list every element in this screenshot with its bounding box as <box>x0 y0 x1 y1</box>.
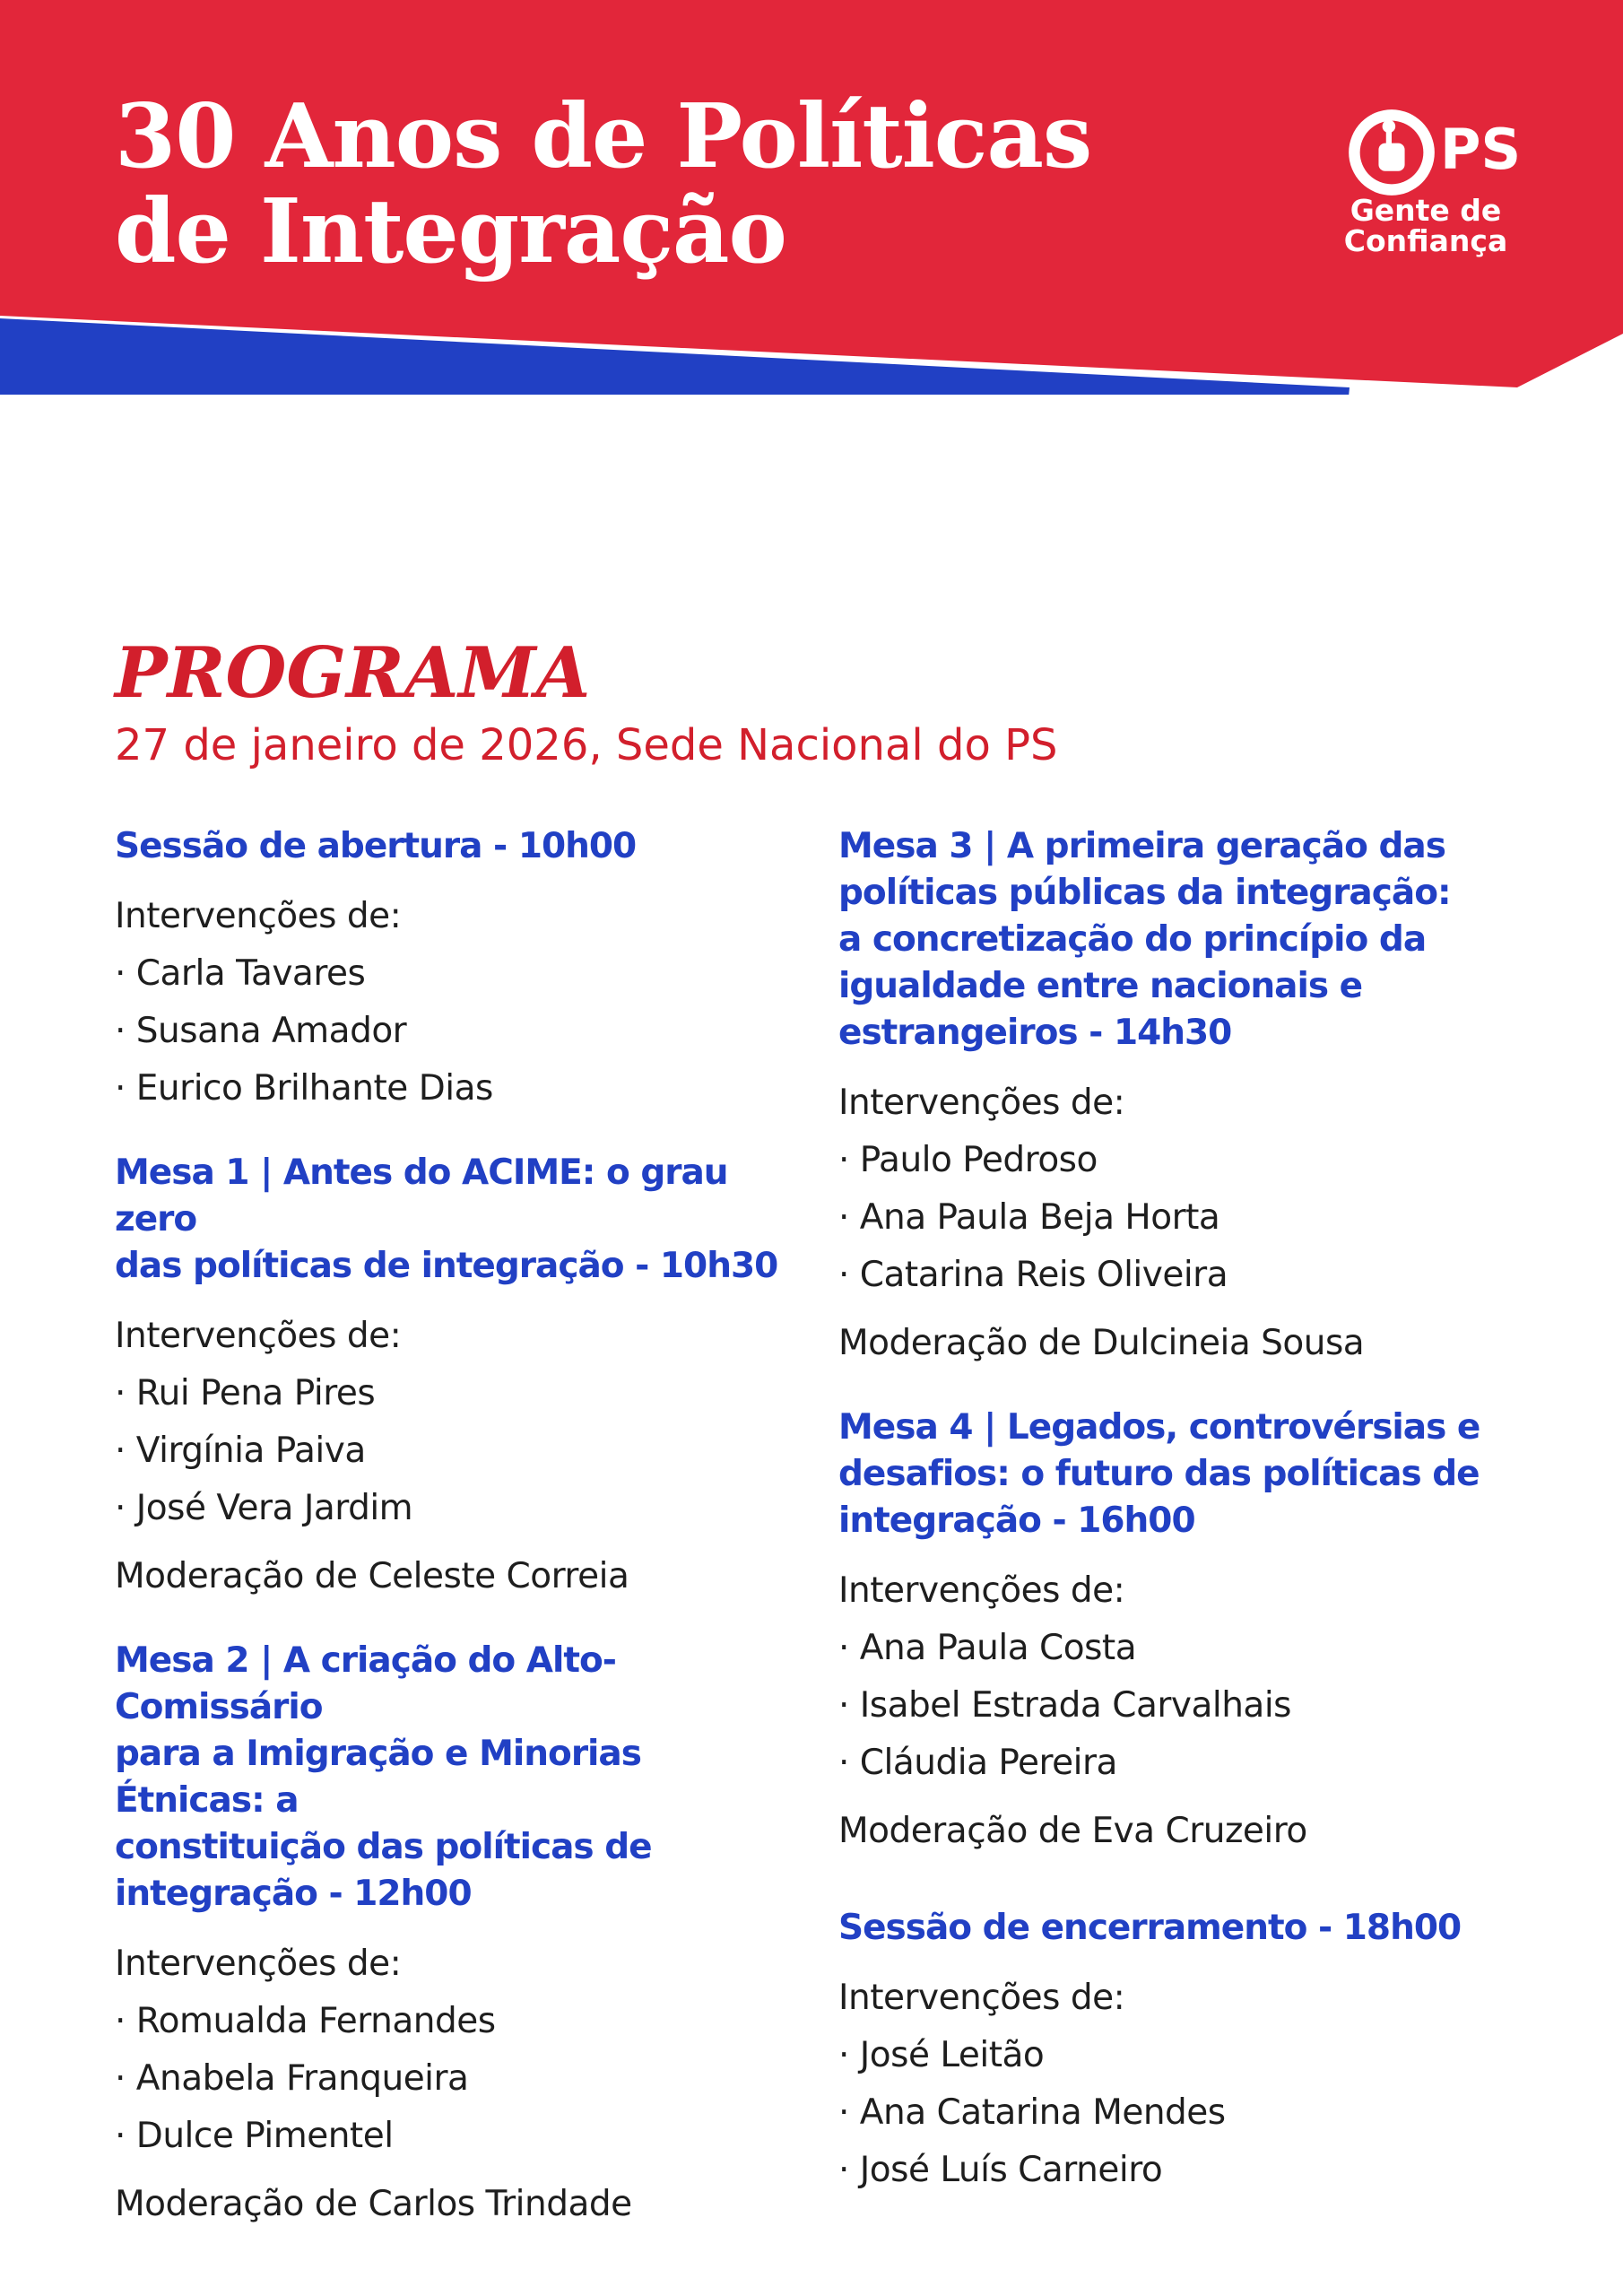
speakers-label: Intervenções de: <box>115 896 402 936</box>
speaker-item: · José Luís Carneiro <box>838 2150 1163 2190</box>
program-column-right <box>838 823 1556 2199</box>
session-title-line: Mesa 4 | Legados, controvérsias e <box>838 1407 1480 1448</box>
programa-heading: PROGRAMA <box>115 632 591 714</box>
session-title-line: Mesa 1 | Antes do ACIME: o grau zero <box>115 1152 728 1239</box>
speaker-item: · Virgínia Paiva <box>115 1431 366 1471</box>
speakers-label: Intervenções de: <box>838 1083 1125 1123</box>
logo-tagline <box>1336 193 1515 258</box>
moderator: Moderação de Carlos Trindade <box>115 2184 632 2224</box>
session-closing <box>838 1905 1556 2199</box>
speaker-list <box>115 1308 796 1605</box>
speakers-label: Intervenções de: <box>838 1978 1125 2018</box>
session-title-line: Mesa 3 | A primeira geração das <box>838 826 1445 866</box>
speaker-item: · Paulo Pedroso <box>838 1140 1098 1180</box>
session-title <box>115 1150 796 1290</box>
speaker-list <box>115 1935 796 2233</box>
session-title-line: Sessão de encerramento - 18h00 <box>838 1908 1462 1948</box>
speaker-item: · Ana Paula Beja Horta <box>838 1197 1220 1238</box>
program-column-left <box>115 823 796 2233</box>
speaker-item: · Anabela Franqueira <box>115 2058 469 2099</box>
event-subtitle-line-1: Colóquio comemorativo da criação do <box>115 393 933 443</box>
speaker-item: · Romualda Fernandes <box>115 2001 496 2041</box>
speaker-item: · Isabel Estrada Carvalhais <box>838 1685 1291 1726</box>
logo-text: PS <box>1440 117 1522 182</box>
session-title-line: políticas públicas da integração: <box>838 873 1451 913</box>
moderator: Moderação de Celeste Correia <box>115 1556 629 1596</box>
speaker-item: · Catarina Reis Oliveira <box>838 1255 1228 1295</box>
moderator: Moderação de Dulcineia Sousa <box>838 1323 1365 1363</box>
session-title <box>838 1405 1556 1544</box>
session-title-line: Mesa 2 | A criação do Alto-Comissário <box>115 1640 616 1727</box>
session-mesa-4 <box>838 1405 1556 1860</box>
session-title-line: estrangeiros - 14h30 <box>838 1013 1232 1053</box>
speaker-list <box>838 1074 1556 1372</box>
speaker-item: · Eurico Brilhante Dias <box>115 1068 493 1109</box>
session-title-line: a concretização do princípio da <box>838 919 1427 960</box>
speakers-label: Intervenções de: <box>838 1570 1125 1611</box>
session-opening <box>115 823 796 1118</box>
event-subtitle <box>115 391 1237 499</box>
session-title-line: integração - 12h00 <box>115 1874 472 1914</box>
speaker-item: · Ana Catarina Mendes <box>838 2092 1226 2133</box>
session-title <box>115 1638 796 1918</box>
session-title-line: das políticas de integração - 10h30 <box>115 1246 778 1286</box>
event-subtitle-line-2: Alto-Comissário para a Imigração e Minorias Étnicas <box>115 447 1237 497</box>
ps-logo <box>1336 99 1524 269</box>
moderator: Moderação de Eva Cruzeiro <box>838 1811 1307 1851</box>
logo-tagline-line-1: Gente de <box>1350 193 1502 228</box>
session-title <box>115 823 796 870</box>
session-mesa-2 <box>115 1638 796 2233</box>
session-title-line: desafios: o futuro das políticas de <box>838 1454 1480 1494</box>
session-title-line: igualdade entre nacionais e <box>838 966 1363 1006</box>
session-mesa-1 <box>115 1150 796 1605</box>
speaker-item: · Carla Tavares <box>115 953 366 994</box>
speaker-list <box>838 1562 1556 1860</box>
event-title-line-2: de Integração <box>115 180 786 283</box>
speaker-list <box>838 1970 1556 2199</box>
speakers-label: Intervenções de: <box>115 1316 402 1356</box>
speaker-item: · Ana Paula Costa <box>838 1628 1137 1668</box>
session-title <box>838 1905 1556 1952</box>
speaker-item: · Rui Pena Pires <box>115 1373 376 1413</box>
speaker-item: · Cláudia Pereira <box>838 1743 1117 1783</box>
session-title-line: para a Imigração e Minorias Étnicas: a <box>115 1734 641 1821</box>
logo-tagline-line-2: Confiança <box>1343 223 1508 258</box>
session-mesa-3 <box>838 823 1556 1372</box>
session-title-line: constituição das políticas de <box>115 1827 652 1867</box>
session-title <box>838 823 1556 1057</box>
event-title-line-1: 30 Anos de Políticas <box>115 85 1092 188</box>
fist-rose-emblem-icon <box>1345 106 1438 199</box>
speakers-label: Intervenções de: <box>115 1944 402 1984</box>
event-title <box>115 85 1092 283</box>
speaker-list <box>115 888 796 1118</box>
speaker-item: · Dulce Pimentel <box>115 2116 394 2156</box>
speaker-item: · Susana Amador <box>115 1011 407 1051</box>
session-title-line: Sessão de abertura - 10h00 <box>115 826 637 866</box>
speaker-item: · José Leitão <box>838 2035 1045 2075</box>
session-title-line: integração - 16h00 <box>838 1500 1195 1541</box>
event-date-place: 27 de janeiro de 2026, Sede Nacional do PS <box>115 720 1058 770</box>
speaker-item: · José Vera Jardim <box>115 1488 413 1528</box>
